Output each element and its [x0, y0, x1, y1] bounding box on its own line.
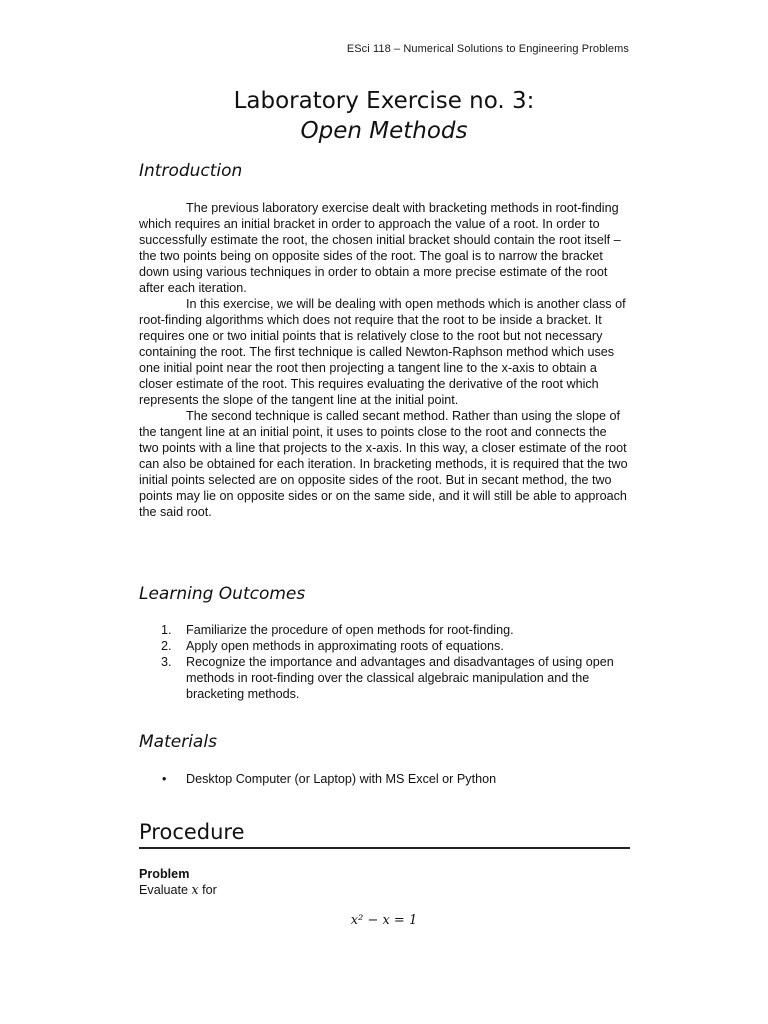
learning-outcomes-heading: Learning Outcomes — [139, 584, 306, 604]
intro-paragraph-1: The previous laboratory exercise dealt with bracketing methods in root-finding which requires an initial bracket in order to approach the value of a root. In order to successfully estimate the root, the chosen initial bracket should contain the root itself – the two points being on opposite sides of the root. The goal is to narrow the bracket down using various techniques in order to obtain a more precise estimate of the root after each iteration. — [139, 201, 621, 295]
equation: x² − x = 1 — [350, 913, 418, 928]
problem-variable: x — [191, 882, 199, 897]
problem-suffix: for — [202, 883, 217, 897]
list-number: 2. — [161, 639, 172, 653]
list-item-text: Desktop Computer (or Laptop) with MS Excel or Python — [186, 772, 497, 786]
title-line-2: Open Methods — [300, 118, 468, 144]
list-item — [139, 622, 629, 638]
document-title — [0, 86, 768, 146]
introduction-body — [139, 200, 629, 520]
title-line-1: Laboratory Exercise no. 3: — [233, 88, 535, 114]
list-item-text: Recognize the importance and advantages and disadvantages of using open methods in root-finding over the classical algebraic manipulation and the bracketing methods. — [186, 655, 614, 701]
list-item — [139, 771, 629, 787]
list-number: 3. — [161, 655, 172, 669]
intro-paragraph-3: The second technique is called secant method. Rather than using the slope of the tangent line at an initial point, it uses to points close to the root and connects the two points with a line that projects to the x-axis. In this way, a closer estimate of the root can also be obtained for each iteration. In bracketing methods, it is required that the two initial points selected are on opposite sides of the root. But in secant method, the two points may lie on opposite sides or on the same side, and it will still be able to approach the said root. — [139, 409, 628, 519]
bullet-icon: • — [162, 772, 167, 786]
problem-prefix: Evaluate — [139, 883, 189, 897]
running-header: ESci 118 – Numerical Solutions to Engineering Problems — [346, 43, 629, 55]
problem-label: Problem — [139, 867, 190, 881]
problem-statement — [139, 882, 217, 898]
introduction-heading: Introduction — [139, 161, 243, 181]
list-item — [139, 654, 629, 702]
list-number: 1. — [161, 623, 172, 637]
materials-heading: Materials — [139, 732, 217, 752]
learning-outcomes-list — [139, 622, 629, 702]
intro-paragraph-2: In this exercise, we will be dealing with open methods which is another class of root-finding algorithms which does not require that the root to be inside a bracket. It requires one or two initial points that is relatively close to the root but not necessary containing the root. The first technique is called Newton-Raphson method which uses one initial point near the root then projecting a tangent line to the x-axis to obtain a closer estimate of the root. This requires evaluating the derivative of the root which represents the slope of the tangent line at the initial point. — [139, 297, 626, 407]
list-item-text: Familiarize the procedure of open methods for root-finding. — [186, 623, 514, 637]
procedure-heading: Procedure — [139, 818, 630, 849]
list-item — [139, 638, 629, 654]
materials-list — [139, 771, 629, 787]
list-item-text: Apply open methods in approximating roots of equations. — [186, 639, 504, 653]
